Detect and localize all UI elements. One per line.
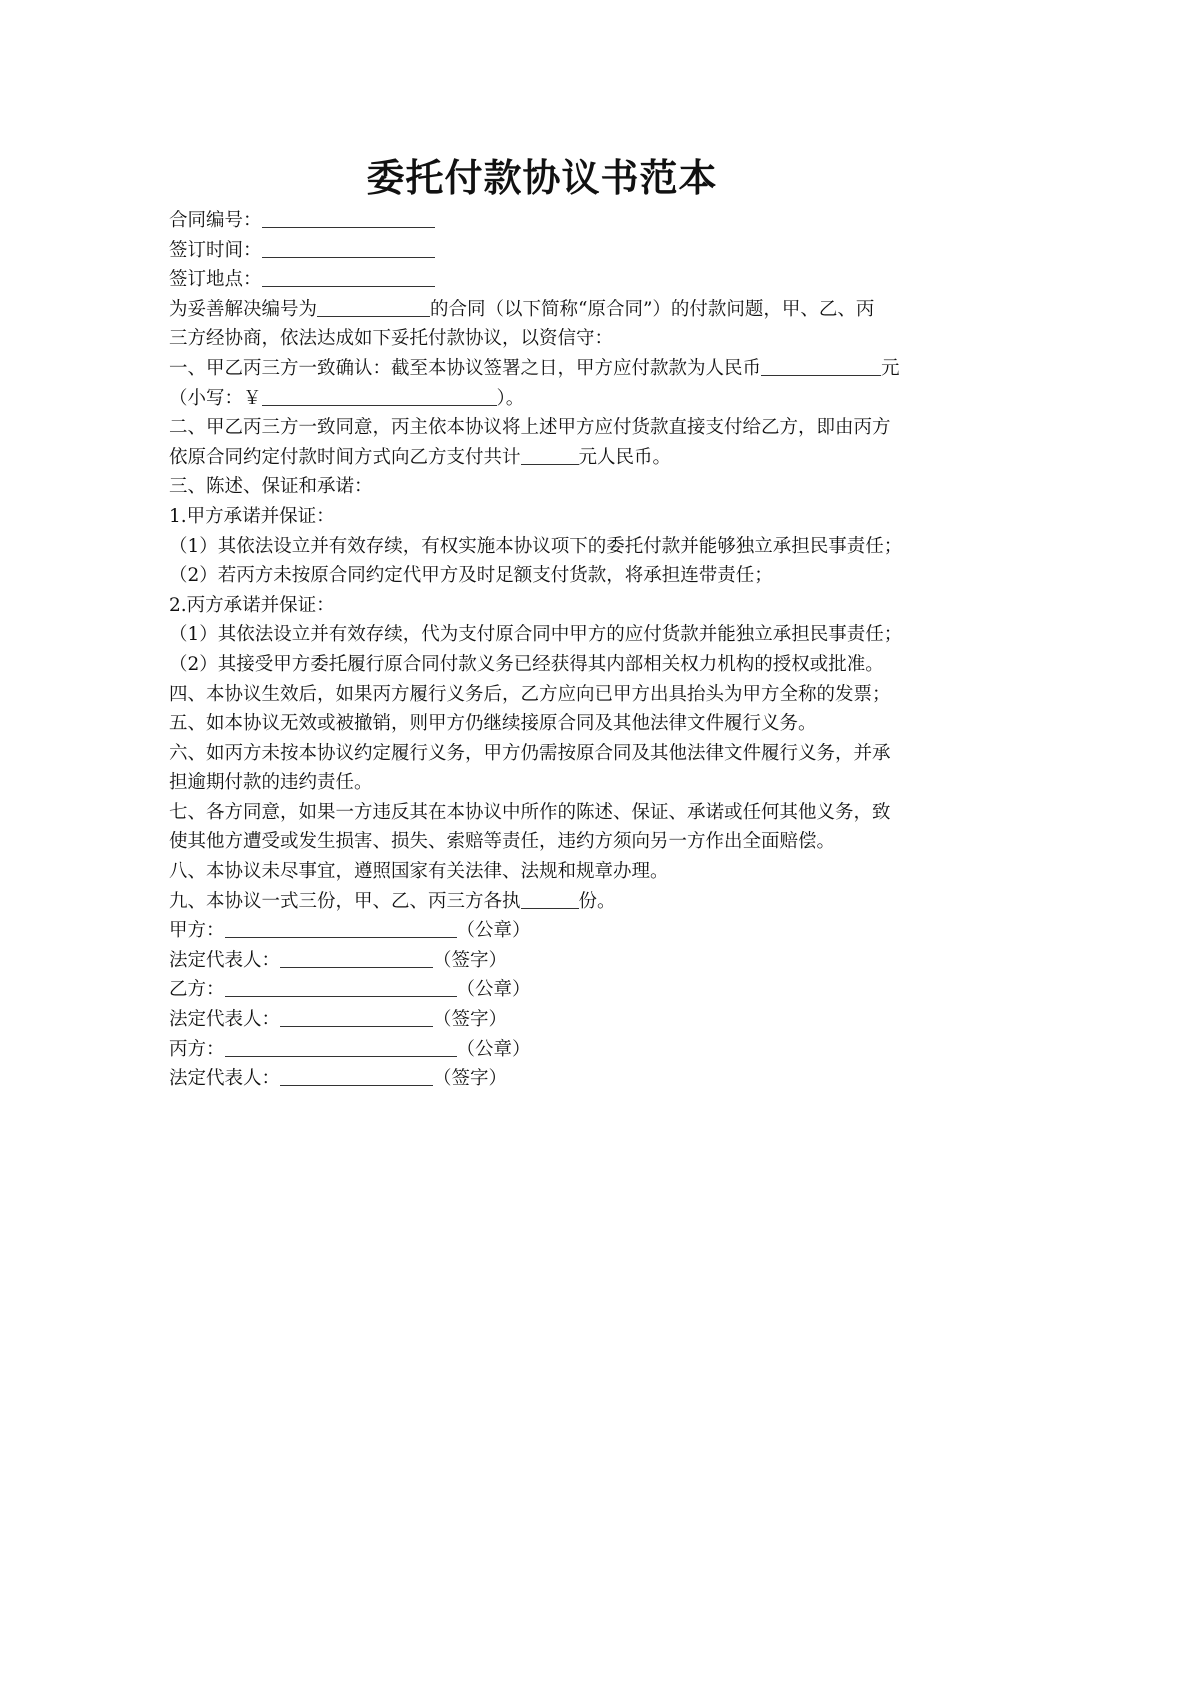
field-contract-number [169, 206, 943, 236]
party-b-seal-blank[interactable] [225, 978, 457, 997]
signature-label: 丙方： [169, 1038, 225, 1060]
amount-lowercase-blank[interactable] [262, 387, 497, 406]
clause-3-1-item: （1）其依法设立并有效存续，有权实施本协议项下的委托付款并能够独立承担民事责任； [169, 535, 903, 557]
clause-3-1-item: （2）若丙方未按原合同约定代甲方及时足额支付货款，将承担连带责任； [169, 565, 773, 587]
clause-text: 元 [881, 357, 900, 379]
clause-3-1-title: 1.甲方承诺并保证： [169, 505, 335, 527]
party-b-rep-sign-blank[interactable] [280, 1008, 433, 1027]
sign-place-blank[interactable] [262, 268, 435, 287]
clause-7-line-2: 使其他方遭受或发生损害、损失、索赔等责任，违约方须向另一方作出全面赔偿。 [169, 831, 836, 853]
field-sign-date [169, 236, 943, 266]
party-a-rep-sign-blank[interactable] [280, 949, 433, 968]
clause-6-line-1: 六、如丙方未按本协议约定履行义务，甲方仍需按原合同及其他法律文件履行义务，并承 [169, 742, 891, 764]
signature-party-a-rep [169, 946, 943, 976]
document-title: 委托付款协议书范本 [366, 156, 718, 200]
intro-text: 的合同（以下简称“原合同”）的付款问题，甲、乙、丙 [430, 298, 875, 320]
signature-party-c-rep [169, 1064, 943, 1094]
signature-suffix: （签字） [433, 1068, 508, 1090]
clause-text: ）。 [496, 387, 525, 409]
total-amount-blank[interactable] [521, 446, 579, 465]
signature-label: 甲方： [169, 920, 225, 942]
signature-suffix: （签字） [433, 1009, 508, 1031]
clause-5: 五、如本协议无效或被撤销，则甲方仍继续接原合同及其他法律文件履行义务。 [169, 713, 817, 735]
sign-date-blank[interactable] [262, 239, 435, 258]
signature-suffix: （公章） [456, 979, 531, 1001]
clause-3-2-title: 2.丙方承诺并保证： [169, 594, 335, 616]
field-label: 签订时间： [169, 239, 262, 261]
signature-party-a [169, 916, 943, 946]
clause-2-line-1: 二、甲乙丙三方一致同意，丙主依本协议将上述甲方应付货款直接支付给乙方，即由丙方 [169, 417, 891, 439]
party-a-seal-blank[interactable] [225, 919, 457, 938]
copies-each-blank[interactable] [521, 890, 579, 909]
signature-label: 法定代表人： [169, 1068, 281, 1090]
clause-text: 九、本协议一式三份，甲、乙、丙三方各执 [169, 890, 521, 912]
intro-line-2: 三方经协商，依法达成如下妥托付款协议，以资信守： [169, 328, 614, 350]
signature-suffix: （签字） [433, 949, 508, 971]
party-c-seal-blank[interactable] [225, 1038, 457, 1057]
signature-party-b [169, 975, 943, 1005]
clause-3-2-item: （1）其依法设立并有效存续，代为支付原合同中甲方的应付货款并能独立承担民事责任； [169, 624, 903, 646]
signature-party-b-rep [169, 1005, 943, 1035]
signature-label: 法定代表人： [169, 949, 281, 971]
clause-text: （小写：￥ [169, 387, 262, 409]
signature-suffix: （公章） [456, 1038, 531, 1060]
clause-1-line-2 [169, 384, 943, 414]
amount-uppercase-blank[interactable] [761, 357, 881, 376]
clause-2-line-2 [169, 443, 943, 473]
intro-text: 为妥善解决编号为 [169, 298, 318, 320]
clause-text: 元人民币。 [578, 446, 672, 468]
signature-party-c [169, 1035, 943, 1065]
clause-text: 一、甲乙丙三方一致确认：截至本协议签署之日，甲方应付款款为人民币 [169, 357, 762, 379]
signature-label: 乙方： [169, 979, 225, 1001]
party-c-rep-sign-blank[interactable] [280, 1067, 433, 1086]
clause-6-line-2: 担逾期付款的违约责任。 [169, 772, 373, 794]
clause-text: 份。 [578, 890, 616, 912]
field-label: 签订地点： [169, 269, 262, 291]
signature-suffix: （公章） [456, 920, 531, 942]
clause-1-line-1 [169, 354, 943, 384]
clause-8: 八、本协议未尽事宜，遵照国家有关法律、法规和规章办理。 [169, 861, 669, 883]
clause-7-line-1: 七、各方同意，如果一方违反其在本协议中所作的陈述、保证、承诺或任何其他义务，致 [169, 801, 891, 823]
document-page [169, 150, 943, 1094]
clause-9 [169, 887, 943, 917]
clause-text: 依原合同约定付款时间方式向乙方支付共计 [169, 446, 521, 468]
contract-number-blank[interactable] [262, 209, 435, 228]
clause-3-title: 三、陈述、保证和承诺： [169, 476, 373, 498]
clause-4: 四、本协议生效后，如果丙方履行义务后，乙方应向已甲方出具抬头为甲方全称的发票； [169, 683, 891, 705]
signature-label: 法定代表人： [169, 1009, 281, 1031]
original-contract-number-blank[interactable] [317, 298, 430, 317]
clause-3-2-item: （2）其接受甲方委托履行原合同付款义务已经获得其内部相关权力机构的授权或批准。 [169, 653, 884, 675]
field-label: 合同编号： [169, 210, 262, 231]
field-sign-place [169, 265, 943, 295]
intro-line-1 [169, 295, 943, 325]
